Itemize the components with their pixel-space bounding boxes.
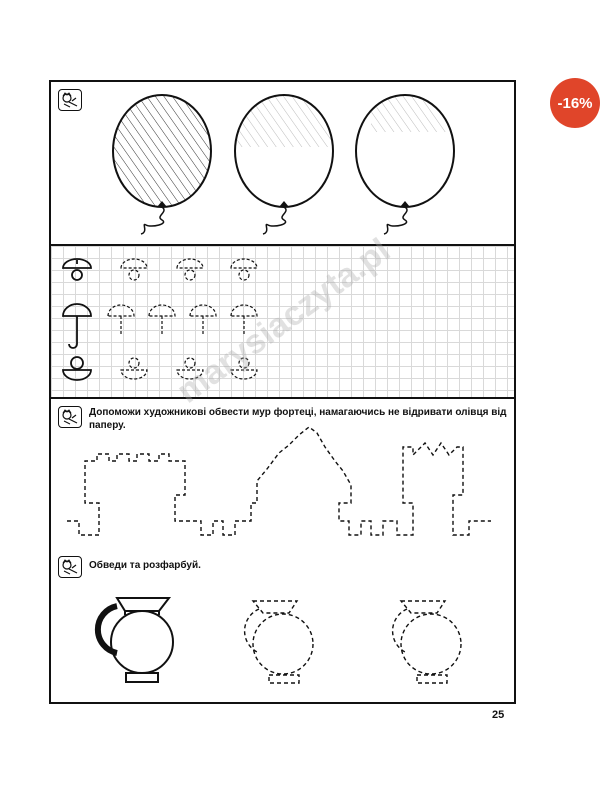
discount-badge (550, 78, 600, 128)
jug-instruction: Обведи та розфарбуй. (89, 560, 201, 571)
page-number: 25 (492, 709, 505, 721)
jug-solid (98, 598, 173, 682)
tracing-shapes (51, 246, 518, 399)
balloon-1 (111, 92, 221, 234)
tracing-grid-section (51, 246, 514, 399)
row-mushroom (63, 259, 257, 280)
balloon-3 (356, 92, 461, 234)
fortress-instruction: Допоможи художникові обвести мур фортеці, намагаючись не відривати олівця від паперу. (89, 407, 507, 431)
balloons-section (51, 82, 514, 246)
jug-section (51, 549, 514, 702)
row-bowl (63, 357, 257, 380)
jugs-drawing (51, 549, 518, 702)
row-umbrella (63, 304, 257, 348)
jug-dashed-2 (393, 601, 461, 683)
discount-label: -16% (557, 94, 593, 112)
fortress-wall-drawing (51, 399, 518, 549)
balloon-2 (233, 92, 343, 234)
worksheet-page (49, 80, 516, 704)
balloons-drawing (51, 82, 518, 246)
jug-dashed-1 (245, 601, 313, 683)
watermark-text: marysiaczyta.pl (170, 231, 398, 411)
fortress-section (51, 399, 514, 549)
